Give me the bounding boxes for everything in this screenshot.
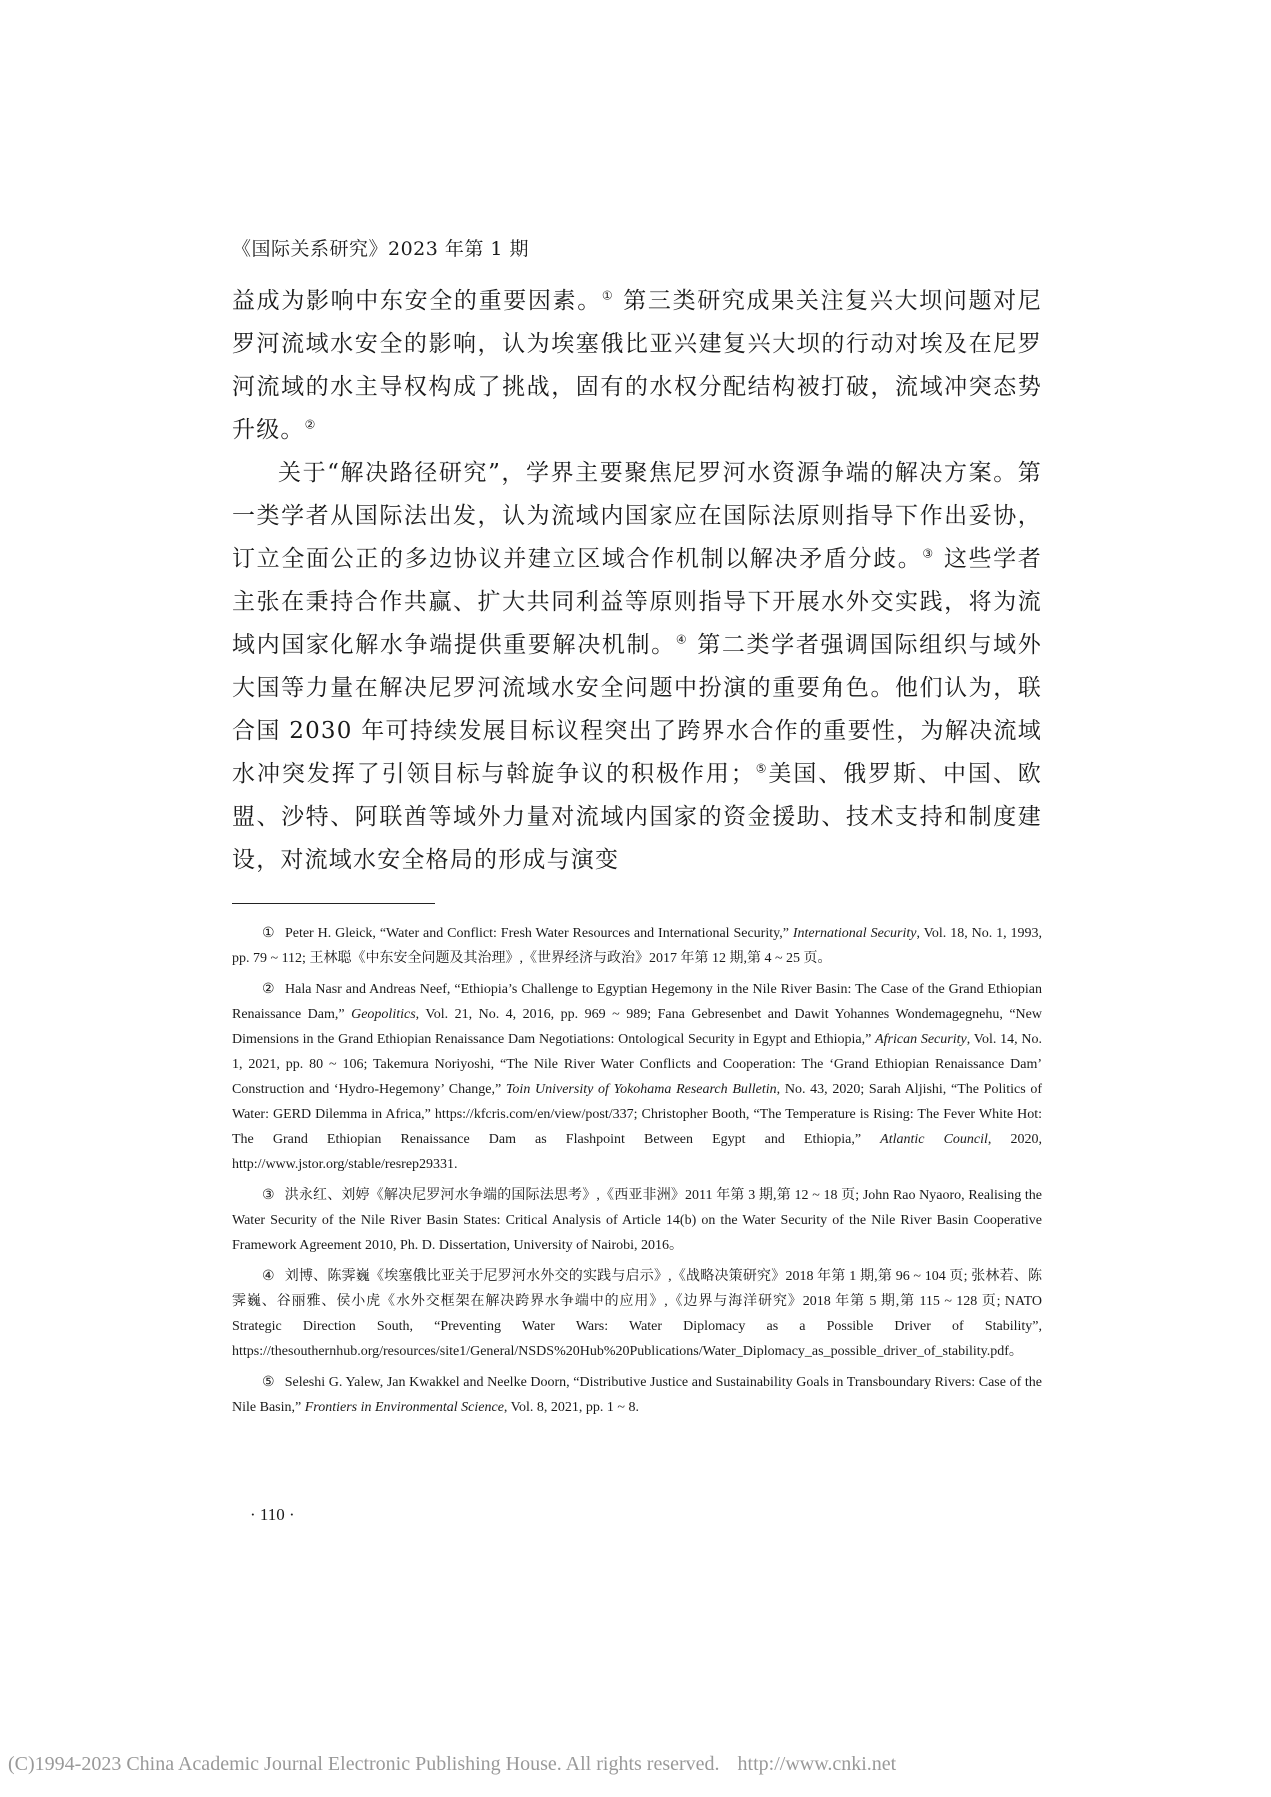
footnote-ref[interactable]: ③: [922, 546, 935, 561]
copyright-footer: [8, 1753, 896, 1776]
running-header: 《国际关系研究》2023 年第 1 期: [232, 238, 530, 260]
paragraph: 关于“解决路径研究”，学界主要聚焦尼罗河水资源争端的解决方案。第一类学者从国际法出发，认为流域内国家应在国际法原则指导下作出妥协，订立全面公正的多边协议并建立区域合作机制以解决矛盾分歧。③ 这些学者主张在秉持合作共赢、扩大共同利益等原则指导下开展水外交实践，将为流域内国家化解水争端提供重要解决机制。④ 第二类学者强调国际组织与域外大国等力量在解决尼罗河流域水安全问题中扮演的重要角色。他们认为，联合国 2030 年可持续发展目标议程突出了跨界水合作的重要性，为解决流域水冲突发挥了引领目标与斡旋争议的积极作用；⑤美国、俄罗斯、中国、欧盟、沙特、阿联酋等域外力量对流域内国家的资金援助、技术支持和制度建设，对流域水安全格局的形成与演变: [232, 460, 1042, 873]
footnote-ref[interactable]: ⑤: [754, 761, 769, 776]
paragraph: 益成为影响中东安全的重要因素。① 第三类研究成果关注复兴大坝问题对尼罗河流域水安全的影响，认为埃塞俄比亚兴建复兴大坝的行动对埃及在尼罗河流域的水主导权构成了挑战，固有的水权分配结构被打破，流域冲突态势升级。②: [232, 288, 1042, 443]
footnote-ref[interactable]: ①: [601, 288, 615, 303]
footnote-ref[interactable]: ④: [675, 632, 689, 647]
footnote-1: ① Peter H. Gleick, “Water and Conflict: Fresh Water Resources and International Security,” International Security, Vol. 18, No. 1, 1993, pp. 79 ~ 112; 王林聪《中东安全问题及其治理》,《世界经济与政治》2017 年第 12 期,第 4 ~ 25 页。: [232, 926, 1042, 966]
main-text: [232, 280, 1042, 882]
footnote-divider: [232, 903, 435, 904]
page-number: · 110 ·: [250, 1505, 295, 1524]
footnotes: [232, 921, 1042, 1426]
footnote-5: ⑤ Seleshi G. Yalew, Jan Kwakkel and Neelke Doorn, “Distributive Justice and Sustainability Goals in Transboundary Rivers: Case of the Nile Basin,” Frontiers in Environmental Science, Vol. 8, 2021, pp. 1 ~ 8.: [232, 1375, 1042, 1415]
footnote-2: ② Hala Nasr and Andreas Neef, “Ethiopia’s Challenge to Egyptian Hegemony in the Nile River Basin: The Case of the Grand Ethiopian Renaissance Dam,” Geopolitics, Vol. 21, No. 4, 2016, pp. 969 ~ 989; Fana Gebresenbet and Dawit Yohannes Wondemagegnehu, “New Dimensions in the Grand Ethiopian Renaissance Dam Negotiations: Ontological Security in Egypt and Ethiopia,” African Security, Vol. 14, No. 1, 2021, pp. 80 ~ 106; Takemura Noriyoshi, “The Nile River Water Conflicts and Cooperation: The ‘Grand Ethiopian Renaissance Dam’ Construction and ‘Hydro-Hegemony’ Change,” Toin University of Yokohama Research Bulletin, No. 43, 2020; Sarah Aljishi, “The Politics of Water: GERD Dilemma in Africa,” https://kfcris.com/en/view/post/337; Christopher Booth, “The Temperature is Rising: The Fever White Hot: The Grand Ethiopian Renaissance Dam as Flashpoint Between Egypt and Ethiopia,” Atlantic Council, 2020, http://www.jstor.org/stable/resrep29331.: [232, 982, 1043, 1172]
footnote-4: ④ 刘博、陈霁巍《埃塞俄比亚关于尼罗河水外交的实践与启示》,《战略决策研究》2018 年第 1 期,第 96 ~ 104 页; 张林若、陈霁巍、谷丽雅、侯小虎《水外交框架在解决跨界水争端中的应用》,《边界与海洋研究》2018 年第 5 期,第 115 ~ 128 页; NATO Strategic Direction South, “Preventing Water Wars: Water Diplomacy as a Possible Driver of Stability”, https://thesouthernhub.org/resources/site1/General/NSDS%20Hub%20Publications/Water_Diplomacy_as_possible_driver_of_stability.pdf。: [232, 1269, 1042, 1359]
footnote-3: ③ 洪永红、刘婷《解决尼罗河水争端的国际法思考》,《西亚非洲》2011 年第 3 期,第 12 ~ 18 页; John Rao Nyaoro, Realising the Water Security of the Nile River Basin States: Critical Analysis of Article 14(b) on the Water Security of the Nile River Basin Cooperative Framework Agreement 2010, Ph. D. Dissertation, University of Nairobi, 2016。: [232, 1188, 1042, 1253]
cnki-link[interactable]: http://www.cnki.net: [737, 1753, 897, 1775]
footnote-ref[interactable]: ②: [304, 417, 317, 432]
copyright-text: (C)1994-2023 China Academic Journal Electronic Publishing House. All rights reserved.: [8, 1753, 720, 1775]
